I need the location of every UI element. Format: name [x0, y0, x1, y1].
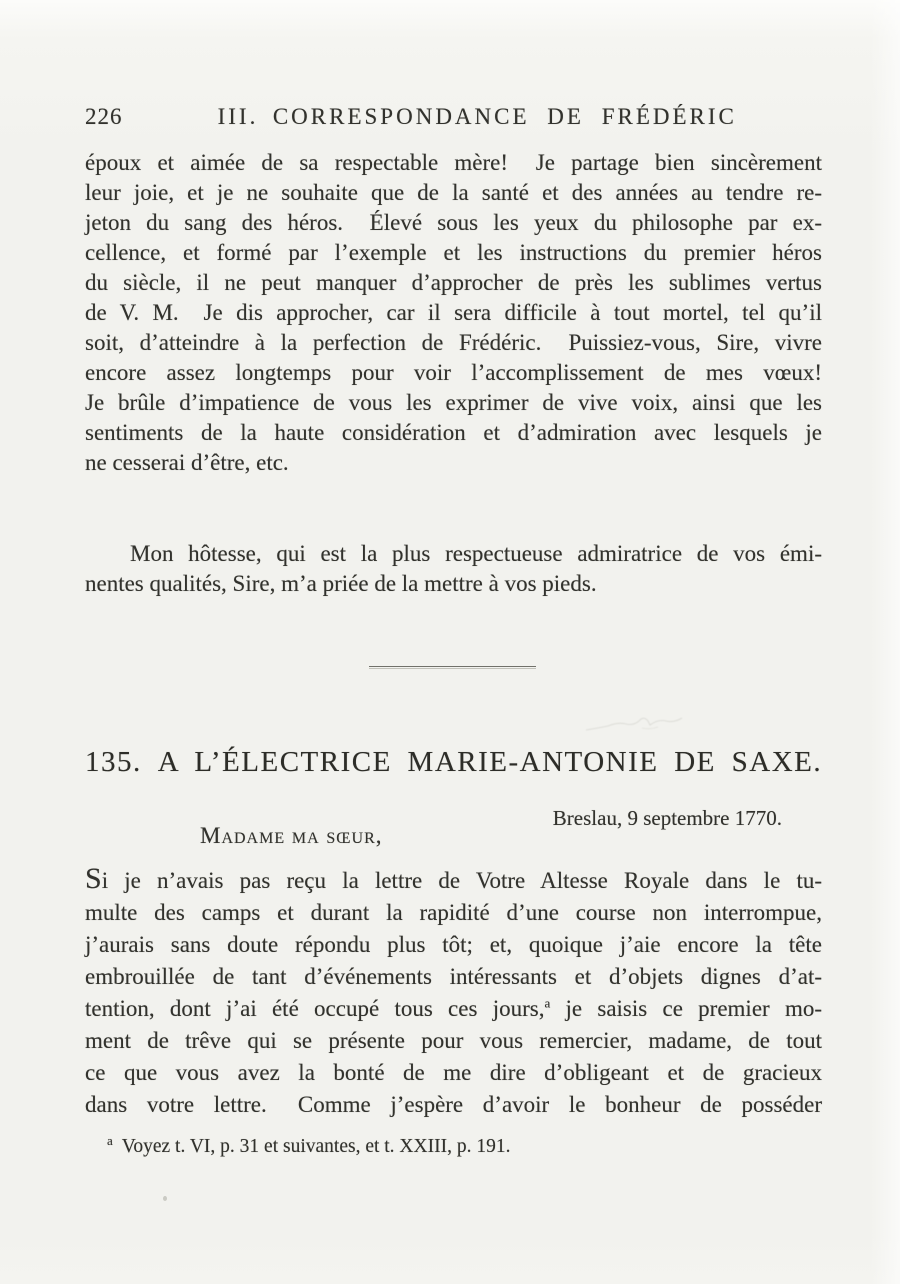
- footnote-text: Voyez t. VI, p. 31 et suivantes, et t. XXIII, p. 191.: [121, 1136, 511, 1157]
- text-line: soit, d’atteindre à la perfection de Frédéric. Puissiez-vous, Sire, vivre: [85, 330, 822, 355]
- running-title: III. CORRESPONDANCE DE FRÉDÉRIC: [217, 104, 737, 129]
- text-line: Je brûle d’impatience de vous les exprimer de vive voix, ainsi que les: [85, 390, 822, 415]
- text-line: j’aurais sans doute répondu plus tôt; et, quoique j’aie encore la tête: [85, 932, 822, 957]
- scan-speck: [163, 1196, 167, 1201]
- text-line: dans votre lettre. Comme j’espère d’avoir le bonheur de posséder: [85, 1092, 822, 1117]
- text-line: ne cesserai d’être, etc.: [85, 450, 289, 475]
- text-line: [85, 993, 822, 1025]
- text-line: ce que vous avez la bonté de me dire d’obligeant et de gracieux: [85, 1060, 822, 1085]
- text-line-fragment: tention, dont j’ai été occupé tous ces jours,: [85, 996, 545, 1021]
- text-line: [85, 864, 822, 897]
- letter-135-body-paragraph: [85, 864, 822, 1121]
- text-line: embrouillée de tant d’événements intéressants et d’objets dignes d’at-: [85, 964, 822, 989]
- text-line: Mon hôtesse, qui est la plus respectueuse admiratrice de vos émi-: [130, 541, 822, 566]
- footnote: [85, 1132, 844, 1158]
- letter-salutation: Madame ma sœur,: [200, 823, 383, 848]
- letter-134-postscript-paragraph: [85, 539, 822, 599]
- text-line: cellence, et formé par l’exemple et les instructions du premier héros: [85, 240, 822, 265]
- paragraph-initial-letter: S: [85, 862, 102, 895]
- scan-artifact-smudge: [584, 712, 694, 736]
- text-line: sentiments de la haute considération et d’admiration avec lesquels je: [85, 420, 822, 445]
- letter-dateline: Breslau, 9 septembre 1770.: [552, 806, 782, 830]
- text-line: leur joie, et je ne souhaite que de la santé et des années au tendre re-: [85, 180, 822, 205]
- text-line: de V. M. Je dis approcher, car il sera difficile à tout mortel, tel qu’il: [85, 300, 822, 325]
- footnote-reference-marker: a: [544, 995, 551, 1011]
- text-line: encore assez longtemps pour voir l’accomplissement de mes vœux!: [85, 360, 822, 385]
- running-head: [85, 104, 822, 130]
- text-line: nentes qualités, Sire, m’a priée de la mettre à vos pieds.: [85, 571, 597, 596]
- text-line: du siècle, il ne peut manquer d’approcher de près les sublimes vertus: [85, 270, 822, 295]
- text-line: multe des camps et durant la rapidité d’une course non interrompue,: [85, 900, 822, 925]
- letter-135-heading: 135. A L’ÉLECTRICE MARIE-ANTONIE DE SAXE.: [85, 746, 823, 778]
- footnote-marker: a: [107, 1132, 113, 1148]
- text-line-fragment: je saisis ce premier mo-: [550, 996, 823, 1021]
- letter-134-closing-paragraph: [85, 148, 822, 478]
- text-line: jeton du sang des héros. Élevé sous les yeux du philosophe par ex-: [85, 210, 822, 235]
- text-line: époux et aimée de sa respectable mère! Je partage bien sincèrement: [85, 150, 822, 175]
- page-number: 226: [85, 104, 123, 129]
- section-divider-rule: [369, 666, 536, 669]
- text-line-fragment: i je n’avais pas reçu la lettre de Votre Altesse Royale dans le tu-: [101, 868, 822, 893]
- text-line: ment de trêve qui se présente pour vous remercier, madame, de tout: [85, 1028, 822, 1053]
